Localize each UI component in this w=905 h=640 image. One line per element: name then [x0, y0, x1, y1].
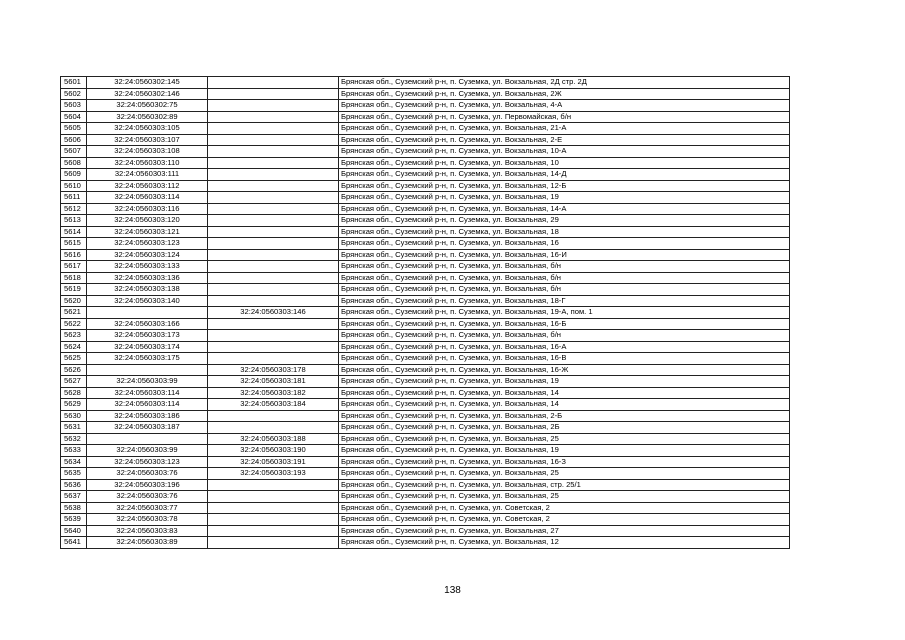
table-row	[61, 479, 790, 491]
address-cell: Брянская обл., Суземский р-н, п. Суземка, ул. Вокзальная, 25	[339, 491, 790, 503]
parent-cadastral-number-cell: 32:24:0560303:146	[208, 307, 339, 319]
page-number: 138	[444, 585, 461, 596]
parent-cadastral-number-cell	[208, 410, 339, 422]
table-row	[61, 134, 790, 146]
parent-cadastral-number-cell	[208, 100, 339, 112]
address-cell: Брянская обл., Суземский р-н, п. Суземка, ул. Вокзальная, 19-А, пом. 1	[339, 307, 790, 319]
address-cell: Брянская обл., Суземский р-н, п. Суземка, ул. Советская, 2	[339, 502, 790, 514]
table-row	[61, 88, 790, 100]
table-row	[61, 146, 790, 158]
parent-cadastral-number-cell	[208, 353, 339, 365]
cadastral-number-cell: 32:24:0560303:175	[87, 353, 208, 365]
parent-cadastral-number-cell: 32:24:0560303:182	[208, 387, 339, 399]
parent-cadastral-number-cell	[208, 77, 339, 89]
table-row	[61, 399, 790, 411]
address-cell: Брянская обл., Суземский р-н, п. Суземка, ул. Вокзальная, 16-Б	[339, 318, 790, 330]
parent-cadastral-number-cell	[208, 146, 339, 158]
row-number-cell: 5628	[61, 387, 87, 399]
table-row	[61, 468, 790, 480]
address-cell: Брянская обл., Суземский р-н, п. Суземка, ул. Вокзальная, 2Д стр. 2Д	[339, 77, 790, 89]
parent-cadastral-number-cell	[208, 226, 339, 238]
row-number-cell: 5634	[61, 456, 87, 468]
address-cell: Брянская обл., Суземский р-н, п. Суземка, ул. Вокзальная, 19	[339, 376, 790, 388]
row-number-cell: 5609	[61, 169, 87, 181]
cadastral-number-cell: 32:24:0560303:108	[87, 146, 208, 158]
address-cell: Брянская обл., Суземский р-н, п. Суземка, ул. Вокзальная, 16-А	[339, 341, 790, 353]
table-row	[61, 502, 790, 514]
parent-cadastral-number-cell	[208, 111, 339, 123]
address-cell: Брянская обл., Суземский р-н, п. Суземка, ул. Вокзальная, 29	[339, 215, 790, 227]
table-row	[61, 330, 790, 342]
cadastral-number-cell	[87, 433, 208, 445]
address-cell: Брянская обл., Суземский р-н, п. Суземка, ул. Вокзальная, 12	[339, 537, 790, 549]
row-number-cell: 5637	[61, 491, 87, 503]
row-number-cell: 5639	[61, 514, 87, 526]
table-row	[61, 376, 790, 388]
row-number-cell: 5608	[61, 157, 87, 169]
address-cell: Брянская обл., Суземский р-н, п. Суземка, ул. Вокзальная, 14	[339, 387, 790, 399]
cadastral-number-cell: 32:24:0560303:138	[87, 284, 208, 296]
cadastral-number-cell: 32:24:0560303:89	[87, 537, 208, 549]
address-cell: Брянская обл., Суземский р-н, п. Суземка, ул. Советская, 2	[339, 514, 790, 526]
row-number-cell: 5640	[61, 525, 87, 537]
parent-cadastral-number-cell	[208, 525, 339, 537]
address-cell: Брянская обл., Суземский р-н, п. Суземка, ул. Вокзальная, 16-З	[339, 456, 790, 468]
parent-cadastral-number-cell	[208, 491, 339, 503]
table-row	[61, 100, 790, 112]
address-cell: Брянская обл., Суземский р-н, п. Суземка, ул. Вокзальная, 14	[339, 399, 790, 411]
row-number-cell: 5627	[61, 376, 87, 388]
cadastral-number-cell: 32:24:0560303:124	[87, 249, 208, 261]
cadastral-number-cell: 32:24:0560303:78	[87, 514, 208, 526]
address-cell: Брянская обл., Суземский р-н, п. Суземка, ул. Вокзальная, 12-Б	[339, 180, 790, 192]
row-number-cell: 5630	[61, 410, 87, 422]
cadastral-number-cell: 32:24:0560303:76	[87, 468, 208, 480]
parent-cadastral-number-cell	[208, 502, 339, 514]
table-row	[61, 272, 790, 284]
row-number-cell: 5619	[61, 284, 87, 296]
parent-cadastral-number-cell: 32:24:0560303:181	[208, 376, 339, 388]
table-row	[61, 537, 790, 549]
address-cell: Брянская обл., Суземский р-н, п. Суземка, ул. Вокзальная, 18	[339, 226, 790, 238]
address-cell: Брянская обл., Суземский р-н, п. Суземка, ул. Вокзальная, 25	[339, 433, 790, 445]
address-cell: Брянская обл., Суземский р-н, п. Суземка, ул. Вокзальная, 27	[339, 525, 790, 537]
row-number-cell: 5617	[61, 261, 87, 273]
table-row	[61, 238, 790, 250]
table-row	[61, 169, 790, 181]
cadastral-number-cell: 32:24:0560303:174	[87, 341, 208, 353]
address-cell: Брянская обл., Суземский р-н, п. Суземка, ул. Вокзальная, 14-Д	[339, 169, 790, 181]
parent-cadastral-number-cell	[208, 203, 339, 215]
parent-cadastral-number-cell	[208, 284, 339, 296]
address-cell: Брянская обл., Суземский р-н, п. Суземка, ул. Вокзальная, 21-А	[339, 123, 790, 135]
parent-cadastral-number-cell	[208, 537, 339, 549]
table-row	[61, 318, 790, 330]
cadastral-number-cell: 32:24:0560302:89	[87, 111, 208, 123]
cadastral-table	[60, 76, 790, 549]
table-row	[61, 445, 790, 457]
cadastral-number-cell	[87, 364, 208, 376]
row-number-cell: 5624	[61, 341, 87, 353]
parent-cadastral-number-cell: 32:24:0560303:188	[208, 433, 339, 445]
parent-cadastral-number-cell: 32:24:0560303:191	[208, 456, 339, 468]
address-cell: Брянская обл., Суземский р-н, п. Суземка, ул. Вокзальная, 14-А	[339, 203, 790, 215]
cadastral-number-cell: 32:24:0560303:187	[87, 422, 208, 434]
row-number-cell: 5610	[61, 180, 87, 192]
address-cell: Брянская обл., Суземский р-н, п. Суземка, ул. Вокзальная, б/н	[339, 330, 790, 342]
parent-cadastral-number-cell	[208, 180, 339, 192]
address-cell: Брянская обл., Суземский р-н, п. Суземка, ул. Вокзальная, 16	[339, 238, 790, 250]
address-cell: Брянская обл., Суземский р-н, п. Суземка, ул. Вокзальная, 19	[339, 445, 790, 457]
row-number-cell: 5632	[61, 433, 87, 445]
cadastral-number-cell: 32:24:0560302:146	[87, 88, 208, 100]
cadastral-number-cell: 32:24:0560303:121	[87, 226, 208, 238]
table-row	[61, 111, 790, 123]
address-cell: Брянская обл., Суземский р-н, п. Суземка, ул. Вокзальная, б/н	[339, 261, 790, 273]
cadastral-number-cell: 32:24:0560303:99	[87, 445, 208, 457]
cadastral-number-cell: 32:24:0560303:77	[87, 502, 208, 514]
row-number-cell: 5611	[61, 192, 87, 204]
table-row	[61, 341, 790, 353]
table-row	[61, 77, 790, 89]
parent-cadastral-number-cell	[208, 272, 339, 284]
row-number-cell: 5638	[61, 502, 87, 514]
table-row	[61, 387, 790, 399]
parent-cadastral-number-cell	[208, 157, 339, 169]
parent-cadastral-number-cell	[208, 295, 339, 307]
row-number-cell: 5614	[61, 226, 87, 238]
cadastral-number-cell: 32:24:0560303:196	[87, 479, 208, 491]
row-number-cell: 5612	[61, 203, 87, 215]
address-cell: Брянская обл., Суземский р-н, п. Суземка, ул. Вокзальная, 2-Б	[339, 410, 790, 422]
address-cell: Брянская обл., Суземский р-н, п. Суземка, ул. Вокзальная, 2Ж	[339, 88, 790, 100]
row-number-cell: 5618	[61, 272, 87, 284]
row-number-cell: 5621	[61, 307, 87, 319]
parent-cadastral-number-cell	[208, 169, 339, 181]
table-row	[61, 180, 790, 192]
row-number-cell: 5607	[61, 146, 87, 158]
row-number-cell: 5633	[61, 445, 87, 457]
table-row	[61, 525, 790, 537]
cadastral-number-cell: 32:24:0560303:99	[87, 376, 208, 388]
row-number-cell: 5625	[61, 353, 87, 365]
table-row	[61, 491, 790, 503]
parent-cadastral-number-cell	[208, 422, 339, 434]
table-row	[61, 364, 790, 376]
address-cell: Брянская обл., Суземский р-н, п. Суземка, ул. Вокзальная, 18-Г	[339, 295, 790, 307]
parent-cadastral-number-cell	[208, 514, 339, 526]
row-number-cell: 5604	[61, 111, 87, 123]
table-row	[61, 433, 790, 445]
table-row	[61, 295, 790, 307]
cadastral-number-cell: 32:24:0560302:145	[87, 77, 208, 89]
row-number-cell: 5620	[61, 295, 87, 307]
table-row	[61, 514, 790, 526]
parent-cadastral-number-cell: 32:24:0560303:178	[208, 364, 339, 376]
cadastral-number-cell	[87, 307, 208, 319]
row-number-cell: 5613	[61, 215, 87, 227]
table-row	[61, 226, 790, 238]
parent-cadastral-number-cell: 32:24:0560303:190	[208, 445, 339, 457]
row-number-cell: 5623	[61, 330, 87, 342]
cadastral-number-cell: 32:24:0560303:186	[87, 410, 208, 422]
parent-cadastral-number-cell	[208, 134, 339, 146]
parent-cadastral-number-cell	[208, 341, 339, 353]
cadastral-number-cell: 32:24:0560303:105	[87, 123, 208, 135]
cadastral-number-cell: 32:24:0560303:110	[87, 157, 208, 169]
parent-cadastral-number-cell	[208, 88, 339, 100]
parent-cadastral-number-cell	[208, 192, 339, 204]
cadastral-number-cell: 32:24:0560303:112	[87, 180, 208, 192]
parent-cadastral-number-cell: 32:24:0560303:184	[208, 399, 339, 411]
cadastral-number-cell: 32:24:0560303:114	[87, 192, 208, 204]
cadastral-number-cell: 32:24:0560303:173	[87, 330, 208, 342]
table-row	[61, 261, 790, 273]
parent-cadastral-number-cell	[208, 249, 339, 261]
table-row	[61, 215, 790, 227]
address-cell: Брянская обл., Суземский р-н, п. Суземка, ул. Вокзальная, 4-А	[339, 100, 790, 112]
row-number-cell: 5606	[61, 134, 87, 146]
row-number-cell: 5631	[61, 422, 87, 434]
cadastral-number-cell: 32:24:0560303:114	[87, 399, 208, 411]
address-cell: Брянская обл., Суземский р-н, п. Суземка, ул. Первомайская, б/н	[339, 111, 790, 123]
table-row	[61, 203, 790, 215]
cadastral-number-cell: 32:24:0560303:140	[87, 295, 208, 307]
row-number-cell: 5615	[61, 238, 87, 250]
parent-cadastral-number-cell	[208, 215, 339, 227]
address-cell: Брянская обл., Суземский р-н, п. Суземка, ул. Вокзальная, 10	[339, 157, 790, 169]
table-row	[61, 410, 790, 422]
cadastral-number-cell: 32:24:0560303:116	[87, 203, 208, 215]
address-cell: Брянская обл., Суземский р-н, п. Суземка, ул. Вокзальная, 25	[339, 468, 790, 480]
row-number-cell: 5622	[61, 318, 87, 330]
parent-cadastral-number-cell	[208, 238, 339, 250]
row-number-cell: 5636	[61, 479, 87, 491]
cadastral-number-cell: 32:24:0560303:166	[87, 318, 208, 330]
address-cell: Брянская обл., Суземский р-н, п. Суземка, ул. Вокзальная, 16-Ж	[339, 364, 790, 376]
row-number-cell: 5629	[61, 399, 87, 411]
address-cell: Брянская обл., Суземский р-н, п. Суземка, ул. Вокзальная, 10-А	[339, 146, 790, 158]
address-cell: Брянская обл., Суземский р-н, п. Суземка, ул. Вокзальная, стр. 25/1	[339, 479, 790, 491]
table-row	[61, 123, 790, 135]
address-cell: Брянская обл., Суземский р-н, п. Суземка, ул. Вокзальная, 2Б	[339, 422, 790, 434]
cadastral-number-cell: 32:24:0560303:123	[87, 238, 208, 250]
table-row	[61, 192, 790, 204]
address-cell: Брянская обл., Суземский р-н, п. Суземка, ул. Вокзальная, 16-И	[339, 249, 790, 261]
row-number-cell: 5601	[61, 77, 87, 89]
cadastral-number-cell: 32:24:0560303:114	[87, 387, 208, 399]
address-cell: Брянская обл., Суземский р-н, п. Суземка, ул. Вокзальная, 2-Е	[339, 134, 790, 146]
row-number-cell: 5603	[61, 100, 87, 112]
row-number-cell: 5605	[61, 123, 87, 135]
parent-cadastral-number-cell: 32:24:0560303:193	[208, 468, 339, 480]
address-cell: Брянская обл., Суземский р-н, п. Суземка, ул. Вокзальная, 16-В	[339, 353, 790, 365]
table-row	[61, 157, 790, 169]
cadastral-number-cell: 32:24:0560302:75	[87, 100, 208, 112]
table-row	[61, 249, 790, 261]
parent-cadastral-number-cell	[208, 330, 339, 342]
parent-cadastral-number-cell	[208, 479, 339, 491]
row-number-cell: 5602	[61, 88, 87, 100]
parent-cadastral-number-cell	[208, 261, 339, 273]
table-row	[61, 456, 790, 468]
cadastral-number-cell: 32:24:0560303:111	[87, 169, 208, 181]
table-row	[61, 284, 790, 296]
address-cell: Брянская обл., Суземский р-н, п. Суземка, ул. Вокзальная, б/н	[339, 284, 790, 296]
row-number-cell: 5626	[61, 364, 87, 376]
row-number-cell: 5641	[61, 537, 87, 549]
cadastral-number-cell: 32:24:0560303:76	[87, 491, 208, 503]
row-number-cell: 5635	[61, 468, 87, 480]
cadastral-number-cell: 32:24:0560303:120	[87, 215, 208, 227]
table-row	[61, 307, 790, 319]
cadastral-number-cell: 32:24:0560303:136	[87, 272, 208, 284]
cadastral-number-cell: 32:24:0560303:107	[87, 134, 208, 146]
table-row	[61, 353, 790, 365]
parent-cadastral-number-cell	[208, 318, 339, 330]
cadastral-number-cell: 32:24:0560303:123	[87, 456, 208, 468]
row-number-cell: 5616	[61, 249, 87, 261]
address-cell: Брянская обл., Суземский р-н, п. Суземка, ул. Вокзальная, 19	[339, 192, 790, 204]
address-cell: Брянская обл., Суземский р-н, п. Суземка, ул. Вокзальная, б/н	[339, 272, 790, 284]
parent-cadastral-number-cell	[208, 123, 339, 135]
cadastral-number-cell: 32:24:0560303:133	[87, 261, 208, 273]
table-row	[61, 422, 790, 434]
table-body	[61, 77, 790, 549]
cadastral-number-cell: 32:24:0560303:83	[87, 525, 208, 537]
